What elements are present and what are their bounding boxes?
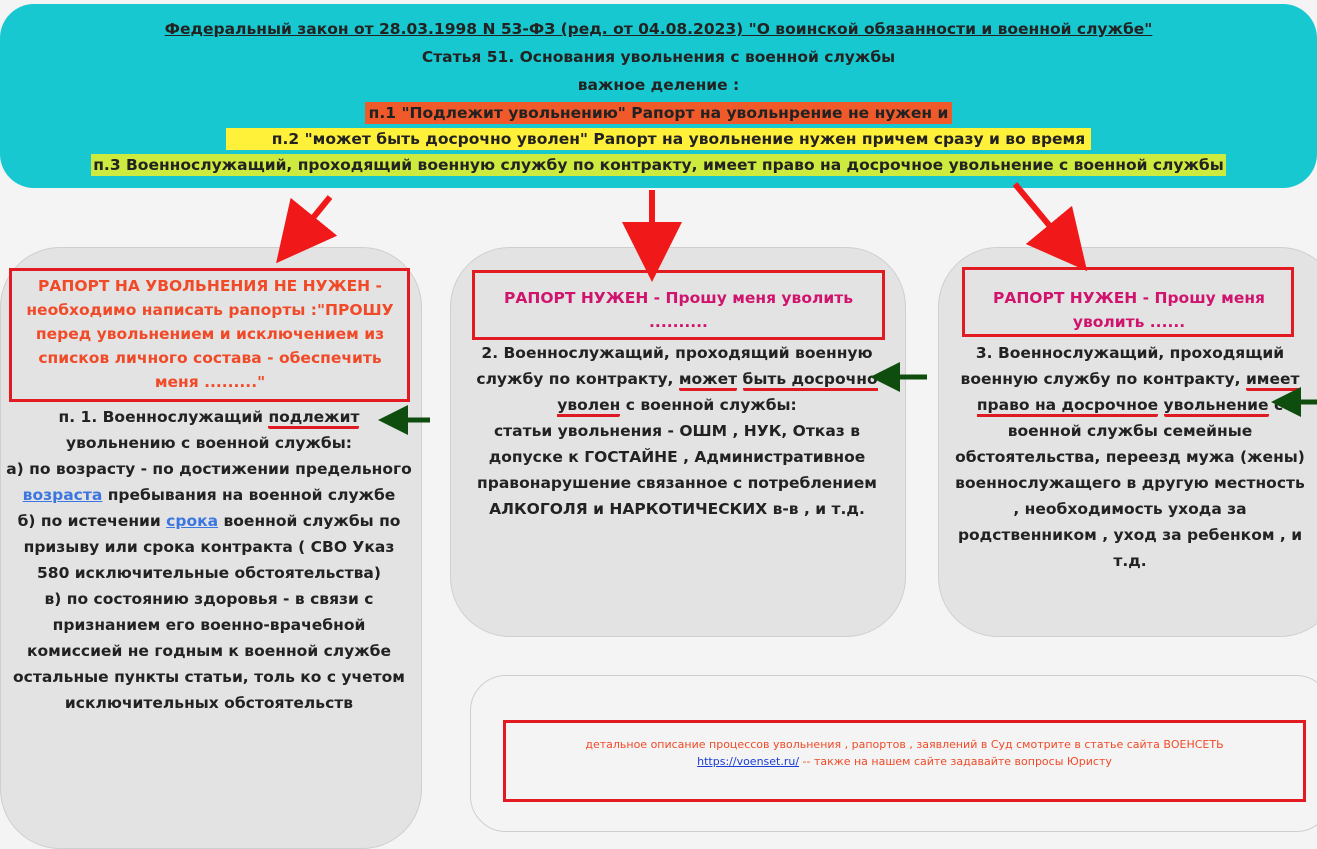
note-text	[508, 736, 1301, 770]
point-2-line	[0, 128, 1317, 150]
left-b-text: б) по истечении	[17, 512, 167, 530]
right-line1: 3. Военнослужащий, проходящий военную службу по контракту,	[960, 344, 1285, 388]
mid-reasons: статьи увольнения - ОШМ , НУК, Отказ в допуске к ГОСТАЙНЕ , Административное правонарушение связанное с потреблением АЛКОГОЛЯ и НАРКОТИЧЕСКИХ в-в , и т.д.	[477, 422, 877, 518]
left-item-a	[6, 456, 412, 508]
note-description: детальное описание процессов увольнения , рапортов , заявлений в Суд смотрите в статье сайта ВОЕНСЕТЬ	[585, 738, 1224, 751]
left-rest: остальные пункты статьи, толь ко с учетом исключительных обстоятельств	[13, 668, 405, 712]
important-division: важное деление :	[577, 76, 740, 94]
point-2-highlight: п.2 "может быть досрочно уволен" Рапорт на увольнение нужен причем сразу и во время	[226, 128, 1091, 150]
left-item-b	[6, 508, 412, 586]
left-line2: увольнению с военной службы:	[66, 434, 352, 452]
note-after: -- также на нашем сайте задавайте вопросы Юристу	[799, 755, 1112, 768]
mid-line2: с военной службы:	[620, 396, 797, 414]
right-underline-right: имеет право на досрочное	[977, 370, 1300, 417]
right-box-title: РАПОРТ НУЖЕН - Прошу меня уволить ......	[992, 289, 1266, 331]
left-box-title: РАПОРТ НА УВОЛЬНЕНИЯ НЕ НУЖЕН - необходимо написать рапорты :"ПРОШУ перед увольнением и исключением из списков личного состава - обеспечить меня ........."	[26, 277, 394, 391]
article-title: Статья 51. Основания увольнения с военной службы	[421, 48, 896, 66]
red-arrow-left	[295, 197, 330, 240]
header-banner	[0, 4, 1317, 188]
left-line1: п. 1. Военнослужащий	[58, 408, 269, 426]
mid-body	[462, 340, 892, 522]
right-underline-dismissal: увольнение	[1164, 396, 1269, 417]
mid-line1: 2. Военнослужащий, проходящий военную службу по контракту,	[476, 344, 873, 388]
voenset-link[interactable]: https://voenset.ru/	[697, 755, 800, 768]
left-a-post: пребывания на военной службе	[102, 486, 396, 504]
left-a-text: а) по возрасту - по достижении предельного	[6, 460, 412, 478]
right-body	[950, 340, 1310, 574]
left-b-post: военной службы по призыву или срока контракта ( СВО Указ 580 исключительные обстоятельства)	[23, 512, 401, 582]
point-1-highlight: п.1 "Подлежит увольнению" Рапорт на увольнрение не нужен и	[365, 102, 953, 124]
mid-underline-may: может	[679, 370, 737, 391]
left-underlined-subject: подлежит	[268, 408, 359, 429]
red-arrow-right	[1015, 184, 1068, 248]
right-line2: с военной службы семейные обстоятельства, переезд мужа (жены) военнослужащего в другую местность , необходимость ухода за родственником , уход за ребенком , и т.д.	[955, 396, 1305, 570]
left-body	[6, 404, 412, 716]
mid-box-title: РАПОРТ НУЖЕН - Прошу меня уволить ..........	[504, 289, 853, 331]
point-1-line	[0, 102, 1317, 124]
point-3-line	[0, 154, 1317, 176]
law-title: Федеральный закон от 28.03.1998 N 53-ФЗ (ред. от 04.08.2023) "О воинской обязанности и военной службе"	[164, 20, 1153, 38]
mid-underline-early: быть досрочно уволен	[557, 370, 877, 417]
link-age[interactable]: возраста	[22, 486, 103, 504]
link-term[interactable]: срока	[166, 512, 219, 530]
point-3-highlight: п.3 Военнослужащий, проходящий военную службу по контракту, имеет право на досрочное увольнение с военной службы	[93, 156, 1224, 174]
left-item-c: в) по состоянию здоровья - в связи с признанием его военно-врачебной комиссией не годным к военной службе	[27, 590, 391, 660]
